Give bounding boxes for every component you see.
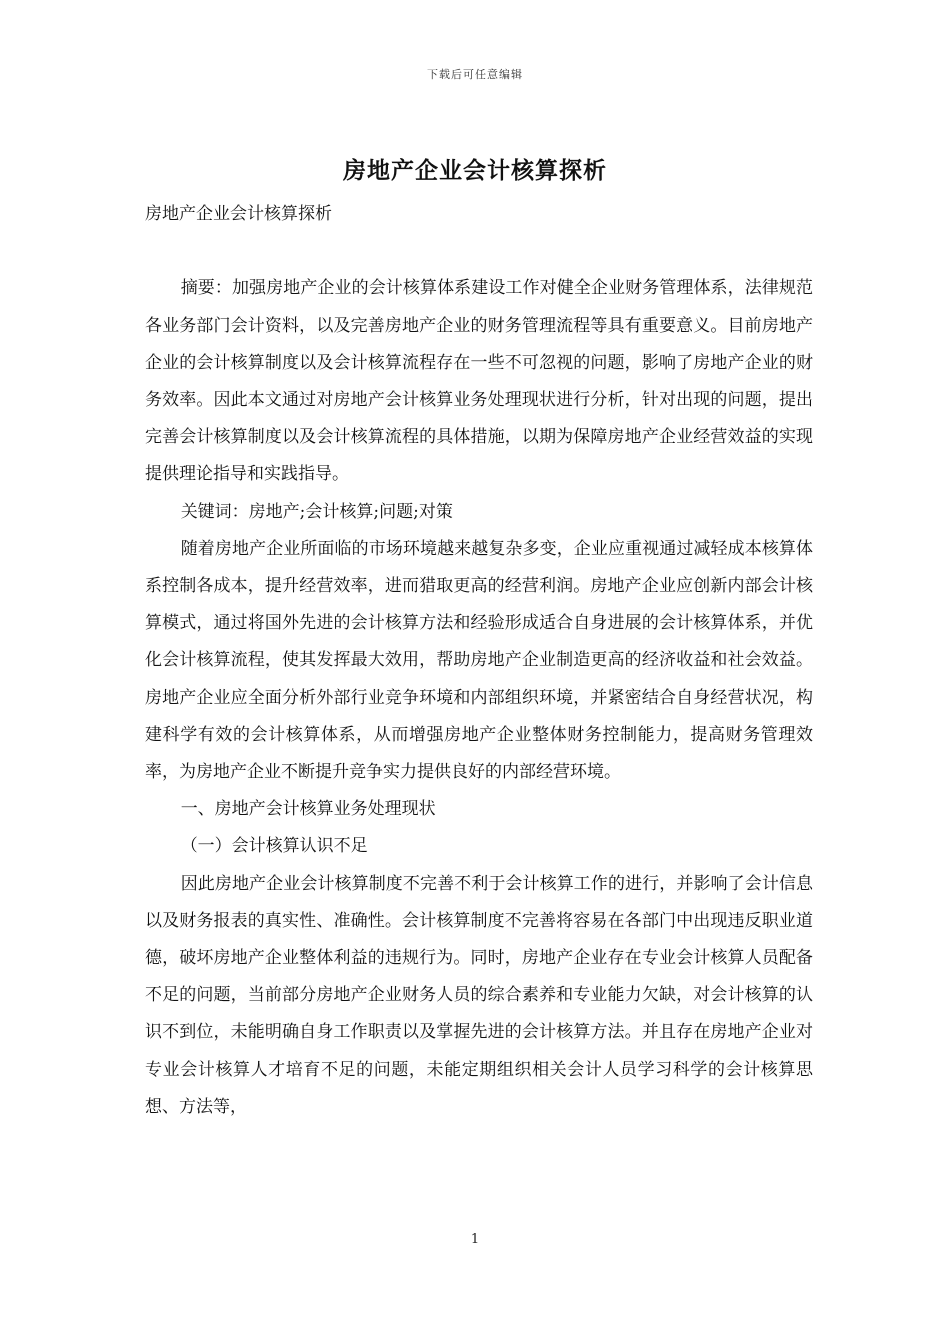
header-note: 下载后可任意编辑 — [427, 68, 523, 81]
document-subtitle: 房地产企业会计核算探析 — [145, 204, 332, 224]
abstract-paragraph: 摘要：加强房地产企业的会计核算体系建设工作对健全企业财务管理体系，法律规范各业务部门会计资料，以及完善房地产企业的财务管理流程等具有重要意义。目前房地产企业的会计核算制度以及会计核算流程存在一些不可忽视的问题，影响了房地产企业的财务效率。因此本文通过对房地产会计核算业务处理现状进行分析，针对出现的问题，提出完善会计核算制度以及会计核算流程的具体措施，以期为保障房地产企业经营效益的实现提供理论指导和实践指导。 — [145, 278, 813, 485]
section-heading: 一、房地产会计核算业务处理现状 — [180, 799, 436, 820]
document-title: 房地产企业会计核算探析 — [343, 157, 607, 184]
page-number: 1 — [470, 1232, 480, 1247]
subsection-heading: （一）会计核算认识不足 — [180, 836, 368, 857]
document-body — [145, 196, 813, 1126]
keywords-paragraph: 关键词：房地产;会计核算;问题;对策 — [180, 501, 453, 522]
body-paragraph: 因此房地产企业会计核算制度不完善不利于会计核算工作的进行，并影响了会计信息以及财务报表的真实性、准确性。会计核算制度不完善将容易在各部门中出现违反职业道德，破坏房地产企业整体利益的违规行为。同时，房地产企业存在专业会计核算人员配备不足的问题，当前部分房地产企业财务人员的综合素养和专业能力欠缺，对会计核算的认识不到位，未能明确自身工作职责以及掌握先进的会计核算方法。并且存在房地产企业对专业会计核算人才培育不足的问题，未能定期组织相关会计人员学习科学的会计核算思想、方法等， — [145, 873, 813, 1117]
introduction-paragraph: 随着房地产企业所面临的市场环境越来越复杂多变，企业应重视通过减轻成本核算体系控制各成本，提升经营效率，进而猎取更高的经营利润。房地产企业应创新内部会计核算模式，通过将国外先进的会计核算方法和经验形成适合自身进展的会计核算体系，并优化会计核算流程，使其发挥最大效用，帮助房地产企业制造更高的经济收益和社会效益。房地产企业应全面分析外部行业竞争环境和内部组织环境，并紧密结合自身经营状况，构建科学有效的会计核算体系，从而增强房地产企业整体财务控制能力，提高财务管理效率，为房地产企业不断提升竞争实力提供良好的内部经营环境。 — [145, 538, 813, 783]
